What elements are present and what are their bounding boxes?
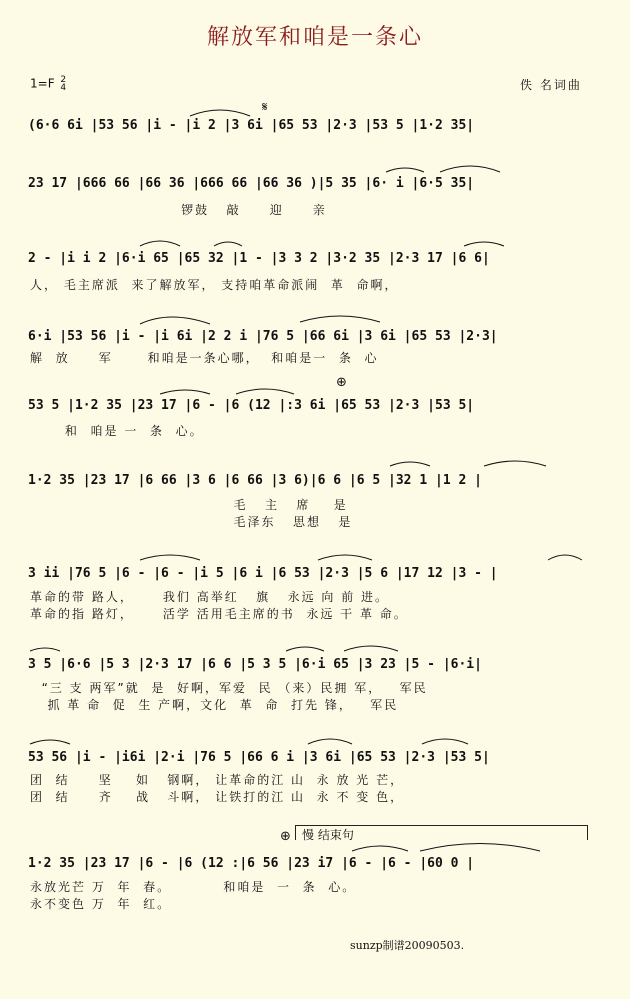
slur bbox=[140, 241, 180, 246]
notation-row-5: 53 5 |1·2 35 |23 17 |6 - |6 (12 |:3 6i |65 53 |2·3 |53 5| bbox=[28, 398, 475, 413]
notation-row-6: 1·2 35 |23 17 |6 66 |3 6 |6 66 |3 6)|6 6 |6 5 |32 1 |1 2 | bbox=[28, 473, 482, 488]
lyric-row-6b: 毛泽东 思想 是 bbox=[30, 515, 353, 529]
slur bbox=[30, 648, 60, 651]
time-signature bbox=[60, 76, 66, 92]
time-bottom: 4 bbox=[60, 83, 67, 93]
time-top: 2 bbox=[60, 75, 67, 85]
notation-row-4: 6·i |53 56 |i - |i 6i |2 2 i |76 5 |66 6i |3 6i |65 53 |2·3| bbox=[28, 329, 498, 344]
slur bbox=[420, 844, 540, 852]
notation-row-1: (6·6 6i |53 56 |i - |i 2 |3 6i |65 53 |2·3 |53 5 |1·2 35| bbox=[28, 118, 475, 133]
slur bbox=[140, 317, 210, 324]
notation-row-9: 53 56 |i - |i6i |2·i |76 5 |66 6 i |3 6i |65 53 |2·3 |53 5| bbox=[28, 750, 490, 765]
composer-credit: 佚 名词曲 bbox=[520, 78, 582, 92]
slow-ending-bracket bbox=[295, 825, 588, 840]
lyric-row-9b: 团 结 齐 战 斗啊， 让铁打的江 山 永 不 变 色， bbox=[30, 790, 405, 804]
lyric-row-8a: “三 支 两军”就 是 好啊，军爱 民 （来）民拥 军， 军民 bbox=[30, 681, 428, 695]
notation-row-10: 1·2 35 |23 17 |6 - |6 (12 :|6 56 |23 i7 |6 - |6 - |60 0 | bbox=[28, 856, 475, 871]
lyric-row-7b: 革命的指 路灯， 活学 活用毛主席的书 永远 干 革 命。 bbox=[30, 607, 408, 621]
slur bbox=[236, 389, 294, 394]
notation-row-7: 3 ii |76 5 |6 - |6 - |i 5 |6 i |6 53 |2·3 |5 6 |17 12 |3 - | bbox=[28, 566, 498, 581]
slur bbox=[440, 166, 500, 172]
slur bbox=[386, 168, 424, 172]
slur bbox=[190, 110, 250, 116]
lyric-row-2: 锣鼓 敲 迎 亲 bbox=[30, 203, 327, 217]
slur bbox=[140, 555, 200, 560]
lyric-row-7a: 革命的带 路人， 我们 高举红 旗 永远 向 前 进。 bbox=[30, 590, 390, 604]
lyric-row-10a: 永放光芒 万 年 春。 和咱是 一 条 心。 bbox=[30, 880, 357, 894]
lyric-row-5: 和 咱是 一 条 心。 bbox=[30, 424, 204, 438]
slur bbox=[300, 316, 380, 322]
slur bbox=[214, 242, 242, 246]
slur bbox=[548, 555, 582, 560]
coda-sign-2: ⊕ bbox=[280, 829, 291, 844]
slur bbox=[30, 740, 70, 744]
coda-sign-1: ⊕ bbox=[336, 375, 347, 390]
slur bbox=[318, 555, 372, 560]
song-title: 解放军和咱是一条心 bbox=[206, 25, 423, 50]
lyric-row-6a: 毛 主 席 是 bbox=[30, 498, 348, 512]
slur bbox=[286, 647, 324, 651]
key-signature bbox=[30, 76, 66, 92]
slur bbox=[464, 242, 504, 246]
slur bbox=[422, 739, 468, 744]
slur bbox=[344, 646, 398, 651]
lyric-row-10b: 永不变色 万 年 红。 bbox=[30, 897, 172, 911]
slur bbox=[484, 461, 546, 466]
slur bbox=[308, 739, 352, 744]
slow-ending-label: 慢 结束句 bbox=[302, 828, 354, 842]
transcriber-note: sunzp制谱20090503. bbox=[350, 939, 465, 952]
notation-row-2: 23 17 |666 66 |66 36 |666 66 |66 36 )|5 35 |6· i |6·5 35| bbox=[28, 176, 475, 191]
lyric-row-4: 解 放 军 和咱是一条心哪， 和咱是一 条 心 bbox=[30, 351, 379, 365]
segno-sign: 𝄋 bbox=[262, 100, 268, 115]
slur bbox=[160, 390, 210, 394]
slur bbox=[390, 462, 430, 466]
lyric-row-8b: 抓 革 命 促 生 产啊，文化 革 命 打先 锋， 军民 bbox=[30, 698, 399, 712]
slur bbox=[352, 846, 408, 851]
notation-row-8: 3 5 |6·6 |5 3 |2·3 17 |6 6 |5 3 5 |6·i 65 |3 23 |5 - |6·i| bbox=[28, 657, 482, 672]
lyric-row-3: 人， 毛主席派 来了解放军， 支持咱革命派闹 革 命啊， bbox=[30, 278, 399, 292]
key-label: 1=F bbox=[30, 76, 55, 91]
notation-row-3: 2 - |i i 2 |6·i 65 |65 32 |1 - |3 3 2 |3·2 35 |2·3 17 |6 6| bbox=[28, 251, 490, 266]
lyric-row-9a: 团 结 坚 如 钢啊， 让革命的江 山 永 放 光 芒， bbox=[30, 773, 405, 787]
